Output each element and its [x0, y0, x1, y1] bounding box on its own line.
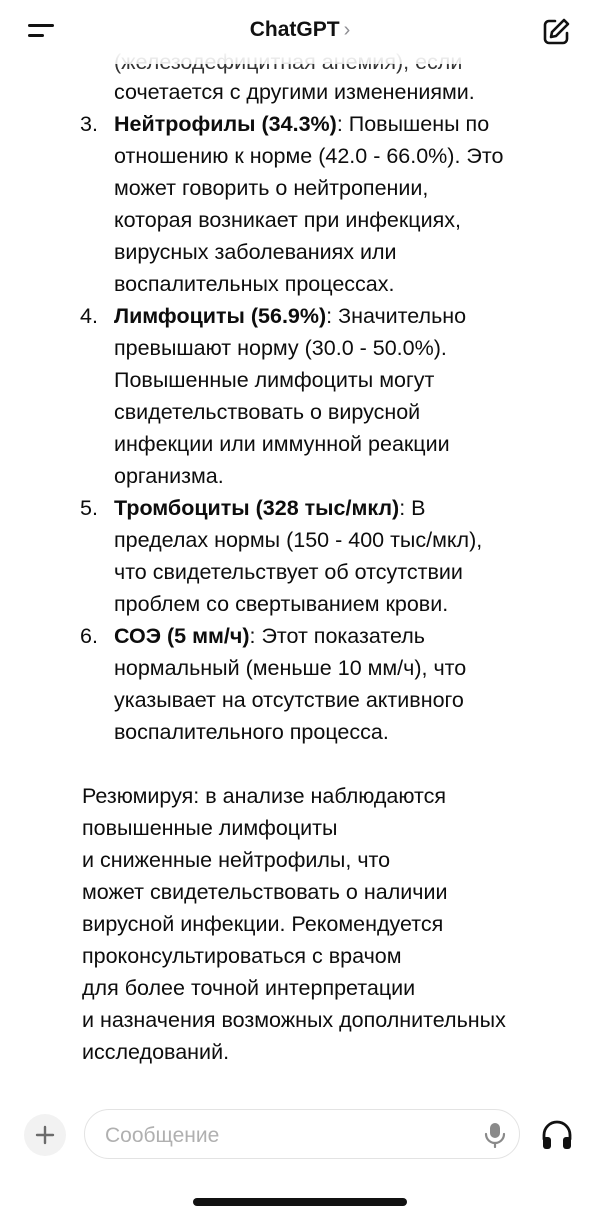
item-text: воспалительного процесса. — [114, 720, 389, 744]
chevron-right-icon: › — [343, 19, 351, 41]
message-input-box[interactable] — [84, 1109, 520, 1159]
item-text: может говорить о нейтропении, — [114, 176, 429, 200]
summary-line: Резюмируя: в анализе наблюдаются — [82, 784, 447, 808]
item-text: свидетельствовать о вирусной — [114, 400, 421, 424]
summary-line: и назначения возможных дополнительных — [82, 1008, 506, 1032]
item-text: инфекции или иммунной реакции — [114, 432, 450, 456]
item-text: : В — [399, 496, 426, 520]
item-bold-label: Тромбоциты (328 тыс/мкл) — [114, 496, 400, 520]
continuation-line: сочетается с другими изменениями. — [114, 80, 475, 104]
item-text: воспалительных процессах. — [114, 272, 395, 296]
item-text: указывает на отсутствие активного — [114, 688, 464, 712]
item-text: что свидетельствует об отсутствии — [114, 560, 463, 584]
list-item — [80, 620, 570, 748]
item-bold-label: Лимфоциты (56.9%) — [114, 304, 327, 328]
item-text: пределах нормы (150 - 400 тыс/мкл), — [114, 528, 483, 552]
list-item — [80, 300, 570, 492]
item-text: : Значительно — [326, 304, 467, 328]
item-bold-label: СОЭ (5 мм/ч) — [114, 624, 250, 648]
top-bar — [0, 0, 600, 64]
list-number: 3. — [80, 112, 98, 136]
item-bold-label: Нейтрофилы (34.3%) — [114, 112, 337, 136]
compose-icon[interactable] — [540, 16, 572, 48]
list-item — [80, 492, 570, 620]
summary-line: может свидетельствовать о наличии — [82, 880, 448, 904]
summary-line: исследований. — [82, 1040, 230, 1064]
summary-line: и сниженные нейтрофилы, что — [82, 848, 391, 872]
summary-line: повышенные лимфоциты — [82, 816, 338, 840]
item-text: превышают норму (30.0 - 50.0%). — [114, 336, 447, 360]
summary-line: вирусной инфекции. Рекомендуется — [82, 912, 444, 936]
summary-paragraph — [82, 780, 572, 1068]
list-item — [80, 108, 570, 300]
headphones-icon[interactable] — [540, 1119, 574, 1151]
app-title[interactable]: ChatGPT — [249, 18, 340, 41]
mic-icon[interactable] — [483, 1122, 507, 1148]
summary-line: для более точной интерпретации — [82, 976, 416, 1000]
item-text: : Этот показатель — [249, 624, 425, 648]
item-text: которая возникает при инфекциях, — [114, 208, 461, 232]
item-text: организма. — [114, 464, 224, 488]
plus-button[interactable] — [24, 1114, 66, 1156]
item-text: Повышенные лимфоциты могут — [114, 368, 435, 392]
item-text: отношению к норме (42.0 - 66.0%). Это — [114, 144, 504, 168]
plus-icon — [35, 1125, 55, 1145]
message-input[interactable] — [103, 1120, 467, 1152]
item-text: : Повышены по — [336, 112, 490, 136]
list-number: 6. — [80, 624, 98, 648]
list-number: 4. — [80, 304, 98, 328]
model-selector[interactable] — [0, 18, 600, 42]
item-text: нормальный (меньше 10 мм/ч), что — [114, 656, 467, 680]
item-text: вирусных заболеваниях или — [114, 240, 397, 264]
item-text: проблем со свертыванием крови. — [114, 592, 449, 616]
summary-line: проконсультироваться с врачом — [82, 944, 402, 968]
home-indicator — [193, 1198, 407, 1206]
list-number: 5. — [80, 496, 98, 520]
